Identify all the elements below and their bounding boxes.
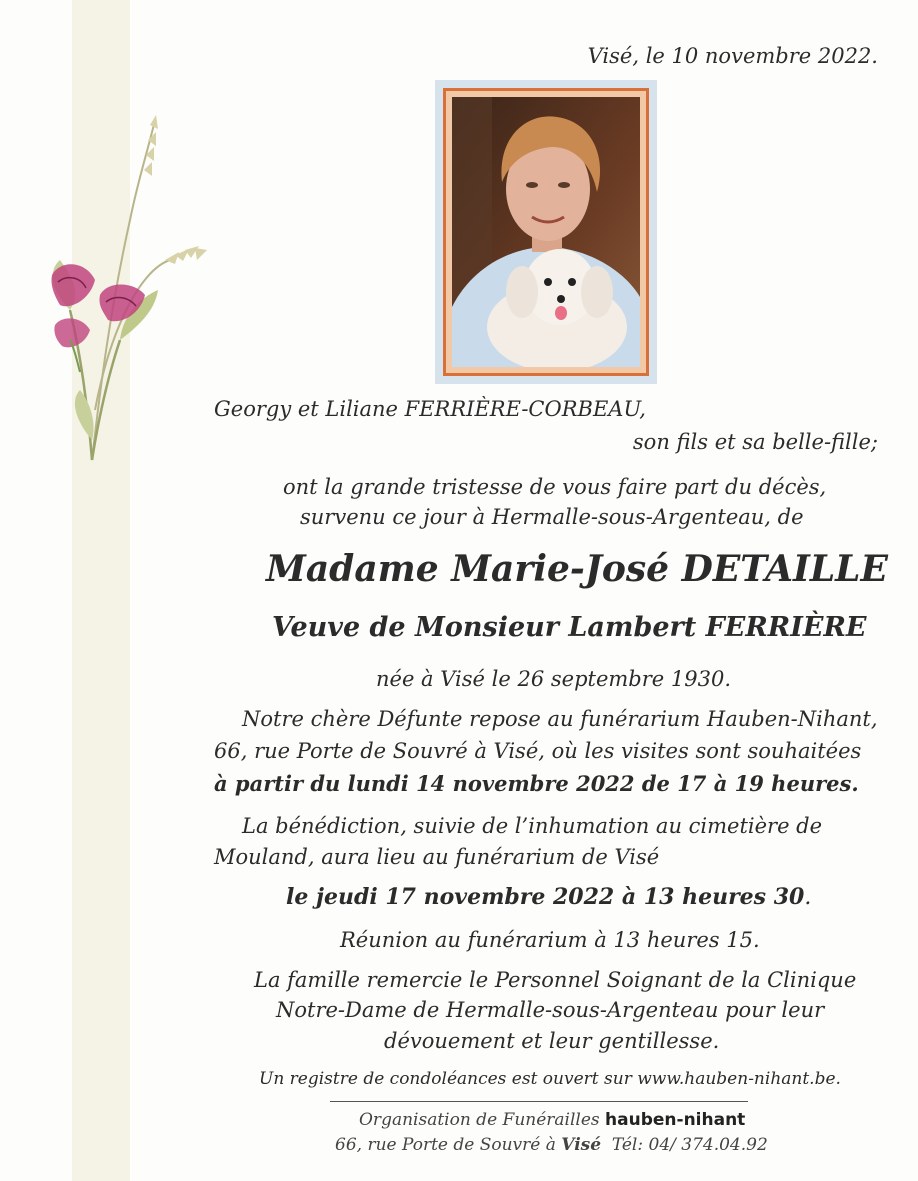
- announcement-line-2: survenu ce jour à Hermalle-sous-Argenteau, de: [300, 505, 804, 529]
- ceremony-line-2: Mouland, aura lieu au funérarium de Visé: [214, 845, 660, 869]
- birth-line: née à Visé le 26 septembre 1930.: [376, 667, 731, 691]
- announcement-line-1: ont la grande tristesse de vous faire part du décès,: [283, 475, 827, 499]
- condolence-register: Un registre de condoléances est ouvert sur www.hauben-nihant.be.: [259, 1069, 841, 1089]
- ceremony-time: le jeudi 17 novembre 2022 à 13 heures 30.: [286, 884, 812, 910]
- meeting-line: Réunion au funérarium à 13 heures 15.: [340, 928, 760, 952]
- portrait-border: [443, 88, 649, 376]
- visitation-line-2: 66, rue Porte de Souvré à Visé, où les visites sont souhaitées: [214, 739, 862, 763]
- deceased-name: Madame Marie-José DETAILLE: [266, 548, 888, 590]
- visitation-time: à partir du lundi 14 novembre 2022 de 17 à 19 heures.: [214, 771, 859, 796]
- footer-divider: [330, 1101, 748, 1102]
- brand-logo: hauben-nihant: [605, 1110, 746, 1130]
- calla-lily-illustration: [30, 110, 220, 480]
- ceremony-line-1: La bénédiction, suivie de l’inhumation au cimetière de: [242, 814, 823, 838]
- portrait-photo: [452, 97, 640, 367]
- thanks-line-1: La famille remercie le Personnel Soignant de la Clinique: [254, 968, 857, 992]
- family-relation: son fils et sa belle-fille;: [632, 430, 878, 454]
- widow-of: Veuve de Monsieur Lambert FERRIÈRE: [272, 612, 867, 643]
- visitation-line-1: Notre chère Défunte repose au funérarium Hauben-Nihant,: [242, 707, 878, 731]
- date-line: Visé, le 10 novembre 2022.: [587, 44, 878, 68]
- thanks-line-3: dévouement et leur gentillesse.: [384, 1029, 720, 1053]
- portrait-frame: [435, 80, 657, 384]
- footer-organisation: Organisation de Funérailles hauben-nihant: [359, 1110, 746, 1130]
- footer-address: 66, rue Porte de Souvré à Visé Tél: 04/ 374.04.92: [335, 1135, 768, 1155]
- thanks-line-2: Notre-Dame de Hermalle-sous-Argenteau pour leur: [276, 998, 825, 1022]
- family-names: Georgy et Liliane FERRIÈRE-CORBEAU,: [214, 397, 646, 421]
